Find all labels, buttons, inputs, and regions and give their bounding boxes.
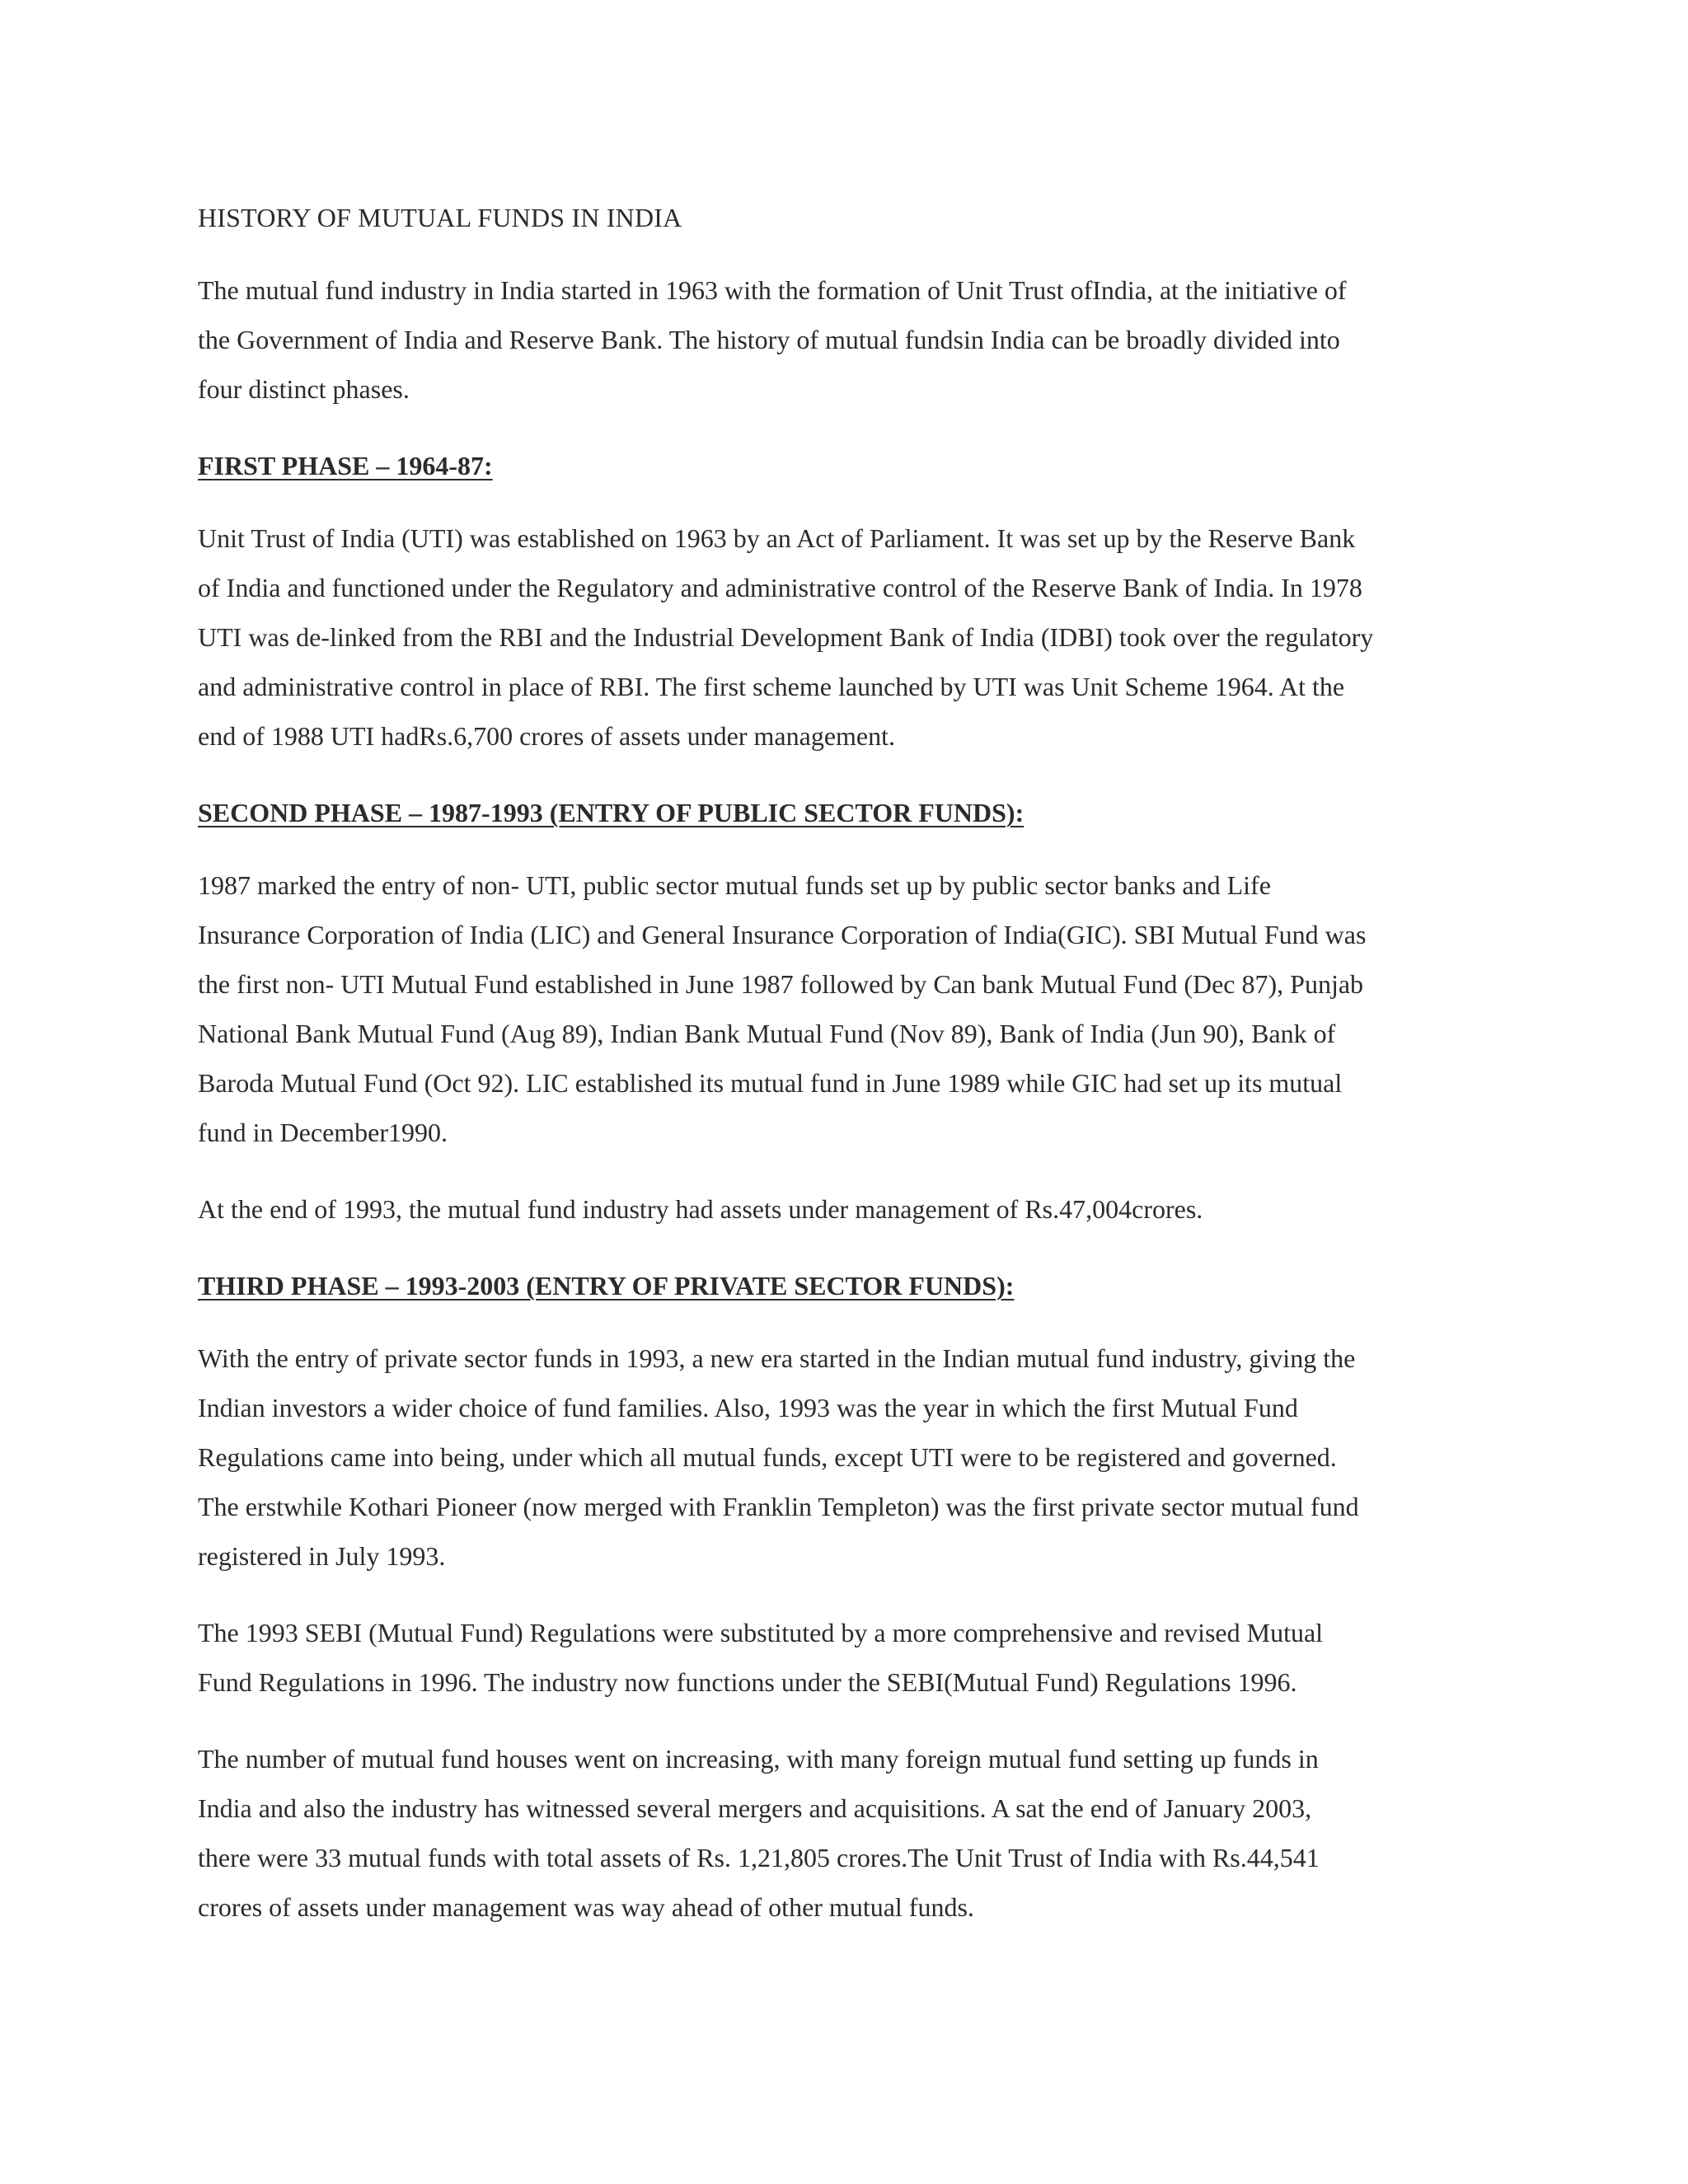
text-line: With the entry of private sector funds in 1993, a new era started in the Indian mutual fund industry, giving the xyxy=(198,1343,1356,1373)
industry-growth-paragraph xyxy=(198,1734,1492,1932)
second-phase-paragraph xyxy=(198,860,1492,1157)
intro-paragraph xyxy=(198,265,1492,414)
text-line: National Bank Mutual Fund (Aug 89), Indian Bank Mutual Fund (Nov 89), Bank of India (Jun 90), Bank of xyxy=(198,1019,1336,1048)
text-line: Fund Regulations in 1996. The industry now functions under the SEBI(Mutual Fund) Regulations 1996. xyxy=(198,1667,1297,1697)
text-line: The erstwhile Kothari Pioneer (now merged with Franklin Templeton) was the first private sector mutual fund xyxy=(198,1492,1359,1521)
text-line: Indian investors a wider choice of fund families. Also, 1993 was the year in which the first Mutual Fund xyxy=(198,1393,1298,1422)
text-line: four distinct phases. xyxy=(198,374,410,404)
sebi-regulations-paragraph xyxy=(198,1608,1492,1707)
text-line: Insurance Corporation of India (LIC) and General Insurance Corporation of India(GIC). SBI Mutual Fund was xyxy=(198,920,1367,949)
text-line: The 1993 SEBI (Mutual Fund) Regulations were substituted by a more comprehensive and revised Mutual xyxy=(198,1618,1324,1647)
document-title: HISTORY OF MUTUAL FUNDS IN INDIA xyxy=(198,203,682,232)
first-phase-heading: FIRST PHASE – 1964-87: xyxy=(198,451,493,480)
third-phase-heading: THIRD PHASE – 1993-2003 (ENTRY OF PRIVATE SECTOR FUNDS): xyxy=(198,1271,1015,1301)
text-line: and administrative control in place of RBI. The first scheme launched by UTI was Unit Scheme 1964. At the xyxy=(198,672,1345,701)
first-phase-paragraph xyxy=(198,513,1492,761)
text-line: there were 33 mutual funds with total assets of Rs. 1,21,805 crores.The Unit Trust of India with Rs.44,541 xyxy=(198,1843,1320,1872)
second-phase-heading: SECOND PHASE – 1987-1993 (ENTRY OF PUBLIC SECTOR FUNDS): xyxy=(198,798,1025,827)
text-line: fund in December1990. xyxy=(198,1118,448,1147)
text-line: 1987 marked the entry of non- UTI, public sector mutual funds set up by public sector banks and Life xyxy=(198,870,1271,900)
text-line: end of 1988 UTI hadRs.6,700 crores of assets under management. xyxy=(198,721,895,751)
third-phase-paragraph xyxy=(198,1333,1492,1581)
text-line: the Government of India and Reserve Bank. The history of mutual fundsin India can be broadly divided into xyxy=(198,325,1340,354)
text-line: The mutual fund industry in India started in 1963 with the formation of Unit Trust ofIndia, at the initiative of xyxy=(198,275,1347,305)
text-line: The number of mutual fund houses went on increasing, with many foreign mutual fund setting up funds in xyxy=(198,1744,1319,1774)
document-body xyxy=(198,196,1492,1959)
text-line: UTI was de-linked from the RBI and the Industrial Development Bank of India (IDBI) took over the regulatory xyxy=(198,622,1374,652)
text-line: Unit Trust of India (UTI) was established on 1963 by an Act of Parliament. It was set up by the Reserve Bank xyxy=(198,523,1356,553)
text-line: registered in July 1993. xyxy=(198,1541,446,1571)
text-line: Baroda Mutual Fund (Oct 92). LIC established its mutual fund in June 1989 while GIC had set up its mutual xyxy=(198,1068,1343,1098)
second-phase-closing-paragraph xyxy=(198,1184,1492,1234)
text-line: Regulations came into being, under which all mutual funds, except UTI were to be registered and governed. xyxy=(198,1442,1337,1472)
text-line: of India and functioned under the Regulatory and administrative control of the Reserve Bank of India. In 1978 xyxy=(198,573,1362,602)
text-line: crores of assets under management was way ahead of other mutual funds. xyxy=(198,1892,974,1922)
text-line: At the end of 1993, the mutual fund industry had assets under management of Rs.47,004crores. xyxy=(198,1194,1203,1224)
text-line: India and also the industry has witnessed several mergers and acquisitions. A sat the end of January 2003, xyxy=(198,1793,1312,1823)
text-line: the first non- UTI Mutual Fund established in June 1987 followed by Can bank Mutual Fund (Dec 87), Punjab xyxy=(198,969,1364,999)
